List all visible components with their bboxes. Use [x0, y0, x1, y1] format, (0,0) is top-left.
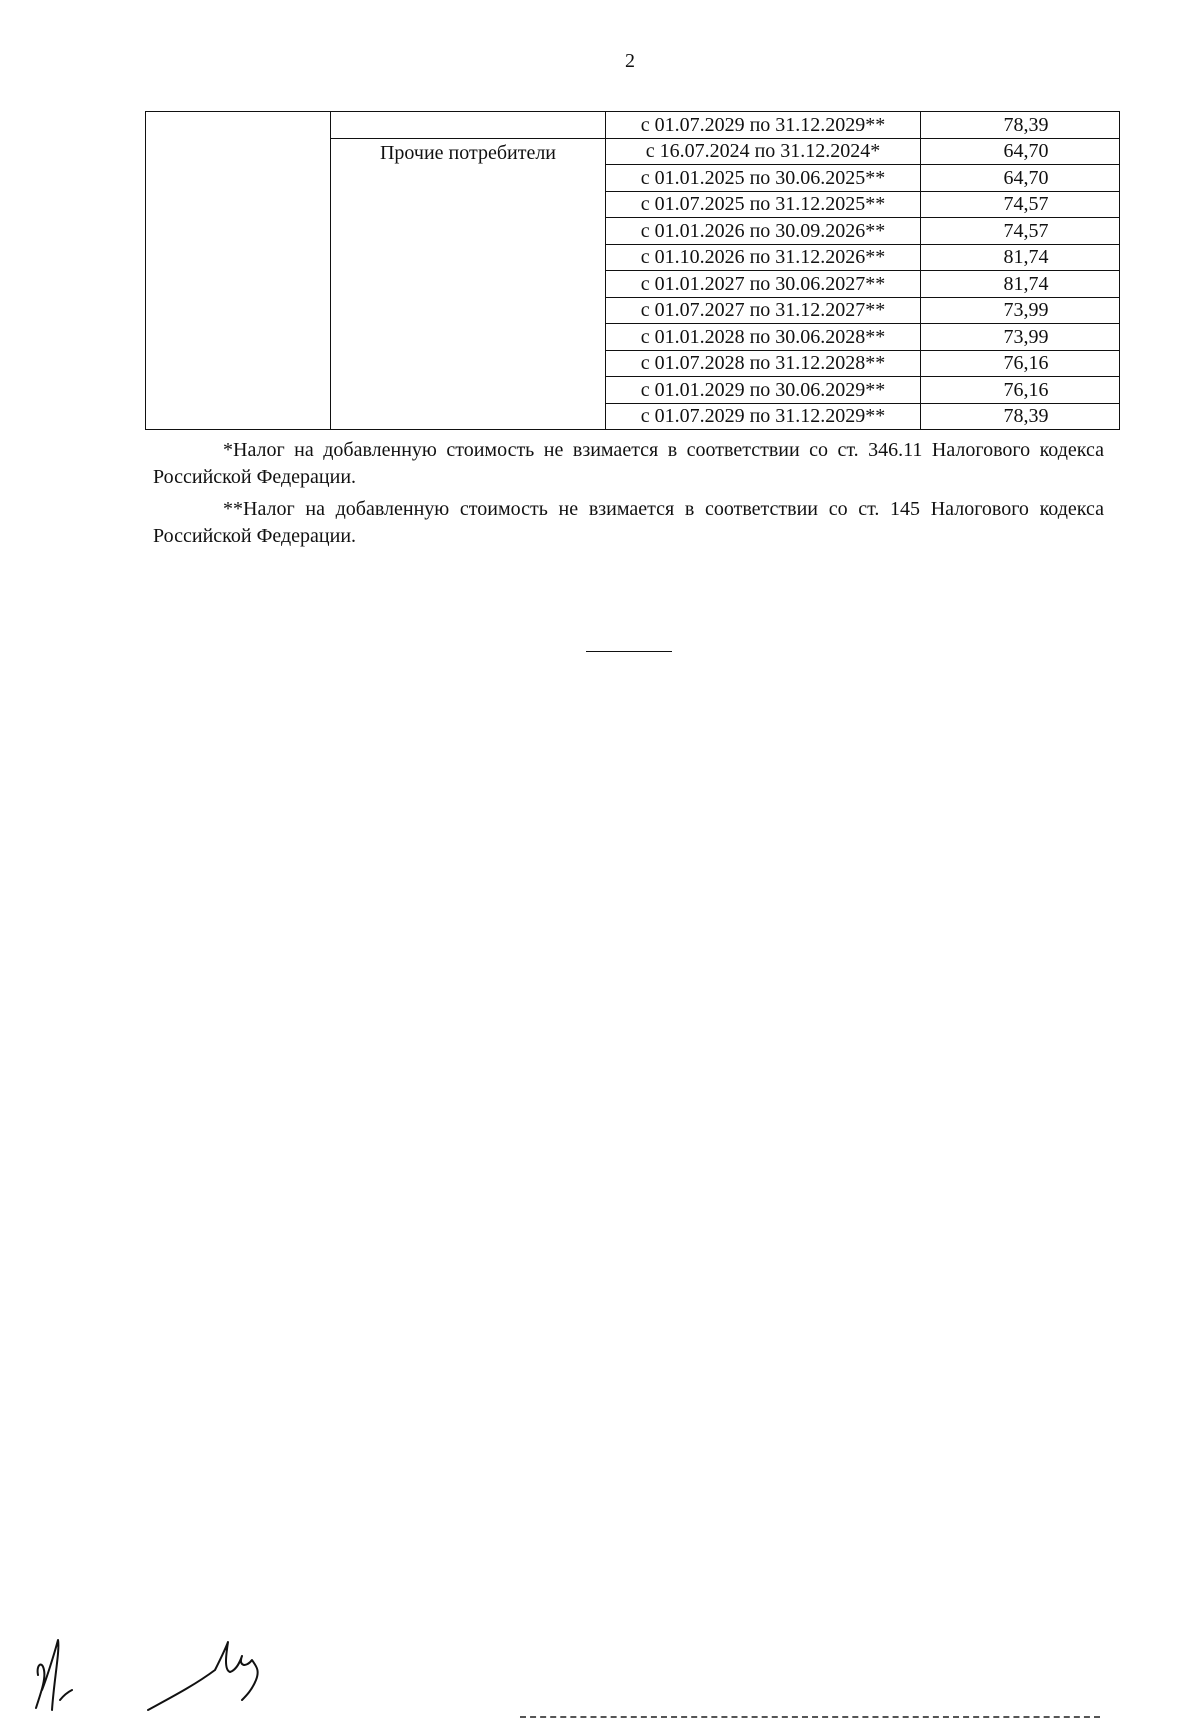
table-cell-period: с 01.01.2025 по 30.06.2025**: [606, 165, 921, 192]
table-cell-period: с 01.01.2028 по 30.06.2028**: [606, 324, 921, 351]
signature-right: [148, 1642, 258, 1710]
table-cell-period: с 01.07.2029 по 31.12.2029**: [606, 403, 921, 430]
table-cell-period: с 01.07.2027 по 31.12.2027**: [606, 297, 921, 324]
table-cell-value: 76,16: [921, 377, 1120, 404]
footnote-text: *Налог на добавленную стоимость не взимается в соответствии со ст. 346.11 Налогового кодекса Российской Федерации.: [153, 439, 1104, 488]
end-separator-line: [586, 651, 672, 652]
page-number: 2: [625, 50, 635, 72]
table-cell-period: с 01.07.2028 по 31.12.2028**: [606, 350, 921, 377]
table-cell-value: 81,74: [921, 244, 1120, 271]
table-cell-empty-first-column: [146, 112, 331, 430]
table-cell-value: 78,39: [921, 403, 1120, 430]
signature-initials-left: [36, 1640, 72, 1710]
footnotes: [153, 437, 1104, 555]
table-cell-value: 81,74: [921, 271, 1120, 298]
table-cell-value: 74,57: [921, 218, 1120, 245]
table-cell-value: 76,16: [921, 350, 1120, 377]
footnote-text: **Налог на добавленную стоимость не взимается в соответствии со ст. 145 Налогового кодекса Российской Федерации.: [153, 498, 1104, 547]
tariff-table-body: [146, 112, 1120, 430]
table-cell-period: с 01.01.2027 по 30.06.2027**: [606, 271, 921, 298]
table-row: [146, 112, 1120, 139]
table-cell-period: с 01.01.2029 по 30.06.2029**: [606, 377, 921, 404]
scan-edge-line: [520, 1716, 1100, 1718]
table-cell-period: с 01.10.2026 по 31.12.2026**: [606, 244, 921, 271]
table-cell-consumer-group: Прочие потребители: [331, 138, 606, 430]
table-cell-period: с 01.07.2025 по 31.12.2025**: [606, 191, 921, 218]
table-cell-value: 64,70: [921, 165, 1120, 192]
table-cell-period: с 16.07.2024 по 31.12.2024*: [606, 138, 921, 165]
footnote-single-asterisk: [153, 437, 1104, 491]
table-cell-value: 78,39: [921, 112, 1120, 139]
tariff-table: [145, 111, 1120, 430]
table-cell-period: с 01.07.2029 по 31.12.2029**: [606, 112, 921, 139]
table-cell-empty-consumer: [331, 112, 606, 139]
table-cell-value: 74,57: [921, 191, 1120, 218]
table-cell-value: 73,99: [921, 324, 1120, 351]
handwritten-signatures: [20, 1600, 280, 1720]
table-cell-value: 73,99: [921, 297, 1120, 324]
table-cell-period: с 01.01.2026 по 30.09.2026**: [606, 218, 921, 245]
footnote-double-asterisk: [153, 496, 1104, 550]
table-cell-value: 64,70: [921, 138, 1120, 165]
